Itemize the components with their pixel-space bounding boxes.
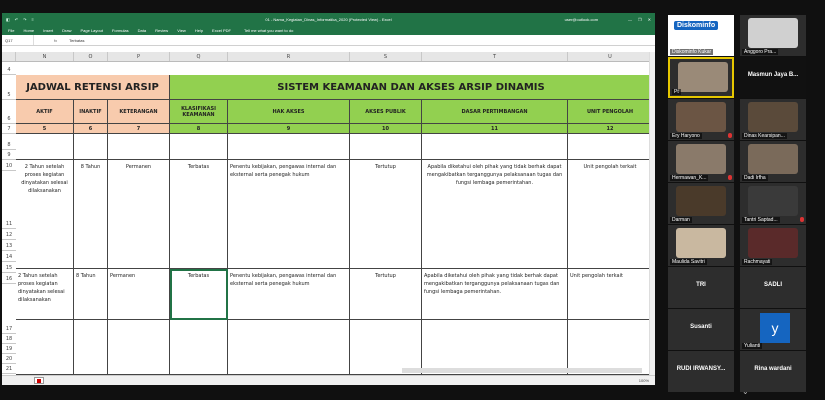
row-header[interactable]: 16 xyxy=(2,273,16,284)
column-header[interactable]: T xyxy=(422,52,568,61)
tab-help[interactable]: Help xyxy=(194,27,204,33)
cell-unit-pengolah[interactable]: Unit pengolah terkait xyxy=(568,269,653,320)
cell-hak-akses[interactable]: Penentu kebijakan, pengawas internal dan eksternal serta penegak hukum xyxy=(228,160,350,269)
tab-file[interactable]: File xyxy=(8,27,15,33)
cell-keterangan[interactable]: Permanen xyxy=(108,269,170,320)
excel-window xyxy=(2,13,655,385)
table-cell[interactable] xyxy=(170,320,228,375)
cell-inaktif[interactable]: 8 Tahun xyxy=(74,269,108,320)
row-header[interactable]: 12 xyxy=(2,229,16,240)
participant-tile[interactable] xyxy=(740,99,806,140)
jadwal-retensi-title: JADWAL RETENSI ARSIP xyxy=(16,75,170,100)
row-header[interactable]: 21 xyxy=(2,364,16,374)
row-header[interactable]: 14 xyxy=(2,251,16,262)
user-account[interactable]: user@outlook.com xyxy=(564,16,599,22)
cell-klasifikasi[interactable]: Terbatas xyxy=(170,160,228,269)
redo-icon[interactable]: ↷ xyxy=(23,16,27,22)
tab-data[interactable]: Data xyxy=(137,27,147,33)
table-cell[interactable] xyxy=(350,320,422,375)
spreadsheet-grid[interactable] xyxy=(2,52,649,375)
participant-tile[interactable] xyxy=(740,309,806,350)
participant-video xyxy=(676,186,726,216)
column-headers xyxy=(2,52,653,62)
cell-aktif[interactable]: 2 Tahun setelah proses kegiatan dinyatakan selesai dilaksanakan xyxy=(16,269,74,320)
participant-tile-active-speaker[interactable] xyxy=(668,57,734,98)
cell-dasar-pertimbangan[interactable]: Apabila diketahui oleh pihak yang tidak berhak dapat mengakibatkan terganggunya pelaksanaan tugas dan fungsi lembaga pemerintahan. xyxy=(422,269,568,320)
table-cell[interactable] xyxy=(16,134,74,160)
participant-tile[interactable] xyxy=(668,99,734,140)
participant-tile[interactable] xyxy=(740,15,806,56)
tell-me-search[interactable]: Tell me what you want to do xyxy=(243,27,294,33)
participant-tile[interactable] xyxy=(668,15,734,56)
row-header[interactable]: 13 xyxy=(2,240,16,251)
participant-name: Hermawan_K... xyxy=(672,175,707,181)
participant-name: Yulianti xyxy=(744,343,761,349)
participant-tile[interactable] xyxy=(740,351,806,392)
participant-tile[interactable] xyxy=(740,225,806,266)
header-akses-publik: AKSES PUBLIK xyxy=(350,100,422,124)
muted-mic-icon xyxy=(800,217,804,222)
participant-name: TRI xyxy=(696,282,706,288)
participant-tile[interactable] xyxy=(668,267,734,308)
row-header[interactable]: 20 xyxy=(2,354,16,364)
participant-video xyxy=(676,144,726,174)
participant-name: Darman xyxy=(672,217,690,223)
header-keterangan: KETERANGAN xyxy=(108,100,170,124)
participant-name: Maulida Savitri xyxy=(672,259,705,265)
participant-video xyxy=(748,144,798,174)
customize-icon[interactable]: ≡ xyxy=(31,16,34,22)
column-header[interactable]: P xyxy=(108,52,170,61)
table-cell[interactable] xyxy=(422,134,568,160)
participant-name: Anggoro Pra... xyxy=(744,49,777,55)
select-all-corner[interactable] xyxy=(2,52,16,61)
table-cell[interactable] xyxy=(568,320,653,375)
cell-akses-publik[interactable]: Tertutup xyxy=(350,160,422,269)
participant-video xyxy=(748,18,798,48)
horizontal-scrollbar[interactable] xyxy=(402,368,642,373)
maximize-button[interactable]: ❐ xyxy=(638,16,642,22)
col-number: 8 xyxy=(170,124,228,134)
participant-video xyxy=(678,62,728,92)
formula-bar xyxy=(2,35,655,46)
col-number: 9 xyxy=(228,124,350,134)
undo-icon[interactable]: ↶ xyxy=(14,16,19,22)
row-header[interactable]: 15 xyxy=(2,262,16,273)
row-header[interactable]: 4 xyxy=(2,62,16,75)
participant-video xyxy=(748,102,798,132)
muted-mic-icon xyxy=(728,175,732,180)
row-header[interactable]: 17 xyxy=(2,284,16,334)
participant-name: Rachmayati xyxy=(744,259,771,265)
minimize-button[interactable]: — xyxy=(628,16,633,22)
col-number: 10 xyxy=(350,124,422,134)
status-bar xyxy=(2,375,655,385)
row-header[interactable]: 5 xyxy=(2,75,16,100)
sheet-tab[interactable] xyxy=(34,377,44,384)
cell-keterangan[interactable]: Permanen xyxy=(108,160,170,269)
row-header[interactable]: 18 xyxy=(2,334,16,344)
tab-excel-pdf[interactable]: Excel PDF xyxy=(212,27,231,33)
column-header[interactable]: U xyxy=(568,52,653,61)
participant-name: RUDI IRWANSY... xyxy=(676,366,726,372)
row-header[interactable]: 19 xyxy=(2,344,16,354)
vertical-scrollbar[interactable] xyxy=(649,52,655,375)
col-number: 5 xyxy=(16,124,74,134)
ribbon-tabs xyxy=(2,25,655,35)
participant-name: Tantri Saptad... xyxy=(744,217,778,223)
participant-tile[interactable] xyxy=(668,309,734,350)
table-cell[interactable] xyxy=(108,134,170,160)
header-dasar-pertimbangan: DASAR PERTIMBANGAN xyxy=(422,100,568,124)
cell-klasifikasi-selected[interactable]: Terbatas xyxy=(170,269,228,320)
muted-mic-icon xyxy=(728,133,732,138)
cell-dasar-pertimbangan[interactable]: Apabila diketahui oleh pihak yang tidak berhak dapat mengakibatkan terganggunya pelaksanaan tugas dan fungsi lembaga pemerintahan. xyxy=(422,160,568,269)
table-cell[interactable] xyxy=(568,134,653,160)
row-header[interactable]: 10 xyxy=(2,160,16,171)
cell-unit-pengolah[interactable]: Unit pengolah terkait xyxy=(568,160,653,269)
participant-video xyxy=(676,102,726,132)
avatar: y xyxy=(760,313,790,343)
tab-formulas[interactable]: Formulas xyxy=(111,27,129,33)
header-hak-akses: HAK AKSES xyxy=(228,100,350,124)
participant-name: Susanti xyxy=(690,324,712,330)
row-header[interactable]: 9 xyxy=(2,150,16,160)
column-header[interactable]: S xyxy=(350,52,422,61)
diskominfo-logo: Diskominfo xyxy=(674,21,718,30)
excel-title-bar xyxy=(2,13,655,25)
table-cell[interactable] xyxy=(228,134,350,160)
participant-video xyxy=(676,228,726,258)
participant-name: SADLI xyxy=(764,282,782,288)
header-aktif: AKTIF xyxy=(16,100,74,124)
name-box[interactable]: Q17 xyxy=(2,35,34,45)
header-klasifikasi: KLASIFIKASI KEAMANAN xyxy=(170,100,228,124)
tab-draw[interactable]: Draw xyxy=(62,27,72,33)
participant-tile[interactable] xyxy=(740,141,806,182)
header-inaktif: INAKTIF xyxy=(74,100,108,124)
col-number: 11 xyxy=(422,124,568,134)
column-header[interactable]: O xyxy=(74,52,108,61)
participant-name: Dadi Irfha xyxy=(744,175,766,181)
participant-tile[interactable] xyxy=(668,225,734,266)
participant-name: Masmun Jaya B... xyxy=(747,72,799,78)
row-header[interactable]: 11 xyxy=(2,171,16,229)
tab-home[interactable]: Home xyxy=(23,27,35,33)
fx-icon[interactable]: fx xyxy=(54,37,58,43)
cell-aktif[interactable]: 2 Tahun setelah proses kegiatan dinyatakan selesai dilaksanakan xyxy=(16,160,74,269)
participant-tile[interactable] xyxy=(740,183,806,224)
formula-input[interactable]: Terbatas xyxy=(69,37,85,43)
column-header[interactable]: Q xyxy=(170,52,228,61)
table-cell[interactable] xyxy=(16,320,74,375)
participant-tile[interactable] xyxy=(740,267,806,308)
row-header[interactable]: 8 xyxy=(2,134,16,150)
table-cell[interactable] xyxy=(350,134,422,160)
participant-tile[interactable] xyxy=(668,351,734,392)
table-cell[interactable] xyxy=(108,320,170,375)
table-cell[interactable] xyxy=(422,320,568,375)
row-header[interactable]: 6 xyxy=(2,100,16,124)
participant-name: Pt xyxy=(674,89,679,95)
table-cell[interactable] xyxy=(74,134,108,160)
tab-page-layout[interactable]: Page Layout xyxy=(80,27,103,33)
participant-name: Ery Haryono xyxy=(672,133,700,139)
participant-name: Rina wardani xyxy=(754,366,792,372)
col-number: 12 xyxy=(568,124,653,134)
col-number: 6 xyxy=(74,124,108,134)
tab-insert[interactable]: Insert xyxy=(43,27,54,33)
window-title: 01 - Nama_Kegiatan_Dinas_Informatika_2020 (Protected View) - Excel xyxy=(265,16,392,22)
close-button[interactable]: ✕ xyxy=(647,16,651,22)
sistem-keamanan-title: SISTEM KEAMANAN DAN AKSES ARSIP DINAMIS xyxy=(170,75,653,100)
participant-name: Diskominfo Kukar xyxy=(672,49,712,55)
tab-view[interactable]: View xyxy=(177,27,186,33)
participant-tile[interactable] xyxy=(740,57,806,98)
save-icon[interactable]: ◧ xyxy=(6,16,10,22)
cell-akses-publik[interactable]: Tertutup xyxy=(350,269,422,320)
participant-tile[interactable] xyxy=(668,141,734,182)
participant-video xyxy=(748,186,798,216)
participant-name: Dinas Kearsipan... xyxy=(744,133,785,139)
zoom-level[interactable]: 100% xyxy=(638,378,649,383)
cell-hak-akses[interactable]: Penentu kebijakan, pengawas internal dan eksternal serta penegak hukum xyxy=(228,269,350,320)
column-header[interactable]: R xyxy=(228,52,350,61)
col-number: 7 xyxy=(108,124,170,134)
table-cell[interactable] xyxy=(228,320,350,375)
table-cell[interactable] xyxy=(74,320,108,375)
cell-inaktif[interactable]: 8 Tahun xyxy=(74,160,108,269)
header-unit-pengolah: UNIT PENGOLAH xyxy=(568,100,653,124)
tab-review[interactable]: Review xyxy=(155,27,169,33)
column-header[interactable]: N xyxy=(16,52,74,61)
participant-video xyxy=(748,228,798,258)
table-cell[interactable] xyxy=(170,134,228,160)
participant-tile[interactable] xyxy=(668,183,734,224)
row-header[interactable]: 7 xyxy=(2,124,16,134)
chevron-down-icon[interactable]: ⌄ xyxy=(742,387,749,396)
